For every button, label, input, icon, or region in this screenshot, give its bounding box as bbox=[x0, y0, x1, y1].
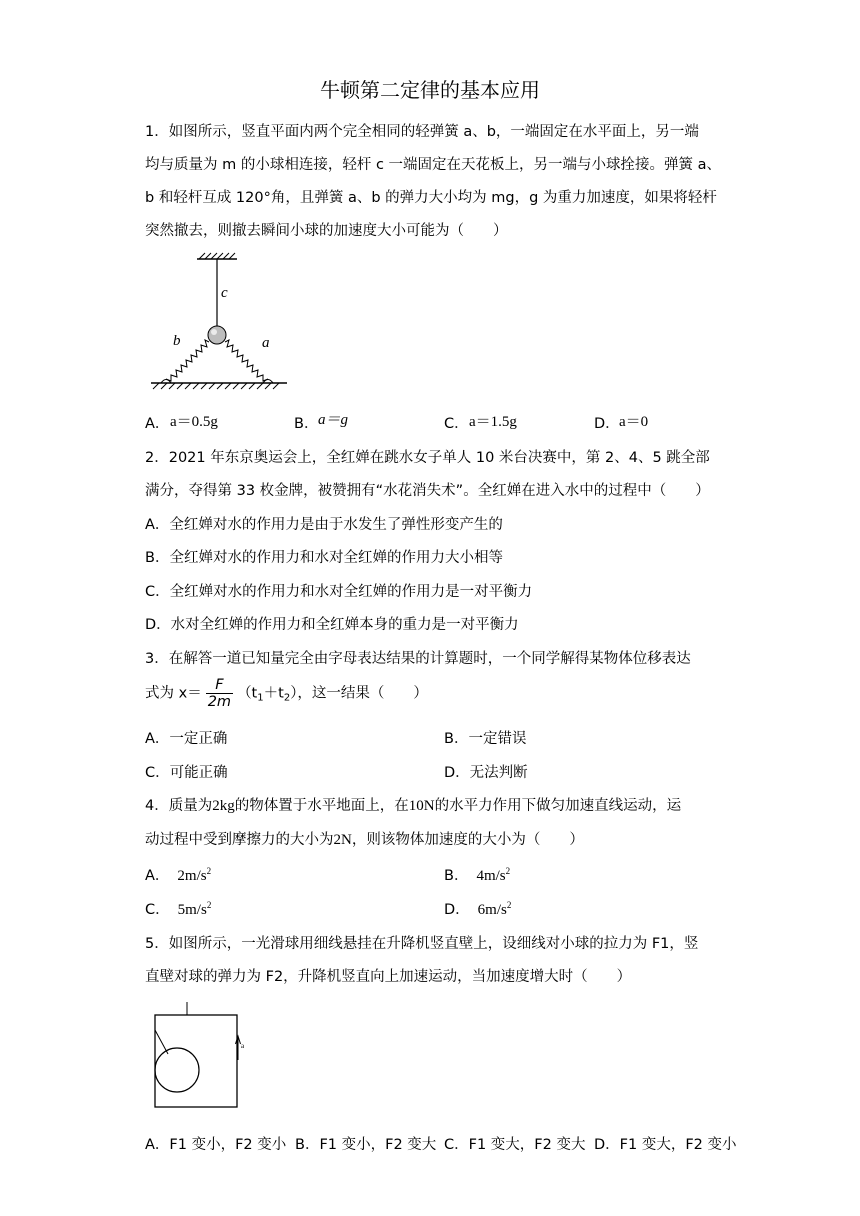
q3-line-2-paren-open: （t bbox=[237, 685, 258, 702]
q4-option-c-letter: C． bbox=[145, 902, 170, 918]
q1-option-c-letter: C． bbox=[444, 416, 469, 432]
q2-line-1: 2．2021 年东京奥运会上，全红婵在跳水女子单人 10 米台决赛中，第 2、4、5 跳全部 bbox=[145, 450, 710, 466]
q4-option-a bbox=[145, 864, 211, 885]
q4-friction-value: 2N bbox=[333, 832, 352, 848]
q4-option-b bbox=[444, 864, 510, 885]
q2-option-d: D．水对全红婵的作用力和全红婵本身的重力是一对平衡力 bbox=[145, 617, 519, 633]
q4-force-value: 10N bbox=[408, 798, 435, 814]
q3-fraction-numerator: F bbox=[206, 677, 233, 694]
q5-acceleration-label: a bbox=[241, 1042, 245, 1050]
q3-line-2 bbox=[145, 677, 428, 710]
q2-option-a: A．全红婵对水的作用力是由于水发生了弹性形变产生的 bbox=[145, 517, 503, 533]
q4-option-d bbox=[444, 898, 511, 919]
q5-option-c: C．F1 变大，F2 变大 bbox=[444, 1137, 586, 1153]
q4-option-a-exp: 2 bbox=[206, 866, 212, 876]
q4-line-1-part-3: 的物体置于水平地面上，在 bbox=[234, 798, 409, 814]
q3-option-c: C．可能正确 bbox=[145, 765, 228, 781]
q1-line-3: b 和轻杆互成 120°角，且弹簧 a、b 的弹力大小均为 mg，g 为重力加速度，如果将轻杆 bbox=[145, 190, 717, 206]
q4-option-c-exp: 2 bbox=[206, 900, 212, 910]
q5-line-1: 5．如图所示，一光滑球用细线悬挂在升降机竖直壁上，设细线对小球的拉力为 F1，竖 bbox=[145, 936, 699, 952]
q3-option-b: B．一定错误 bbox=[444, 731, 527, 747]
q1-option-a-value: a＝0.5g bbox=[170, 414, 218, 430]
q4-option-b-exp: 2 bbox=[505, 866, 511, 876]
q4-line-2-part-1: 动过程中受到摩擦力的大小为 bbox=[145, 832, 334, 848]
q1-line-4: 突然撤去，则撤去瞬间小球的加速度大小可能为（ ） bbox=[145, 223, 508, 239]
q1-option-a-letter: A． bbox=[145, 416, 170, 432]
page-title: 牛顿第二定律的基本应用 bbox=[320, 78, 540, 102]
q2-line-2: 满分，夺得第 33 枚金牌，被赞拥有“水花消失术”。全红婵在进入水中的过程中（ ） bbox=[145, 483, 710, 499]
q1-label-a: a bbox=[262, 335, 270, 351]
q1-option-c-value: a＝1.5g bbox=[469, 414, 517, 430]
q4-option-d-value: 6m/s bbox=[477, 902, 507, 918]
q4-option-a-value: 2m/s bbox=[177, 868, 207, 884]
q3-sub-2: 2 bbox=[283, 692, 291, 704]
q2-option-b: B．全红婵对水的作用力和水对全红婵的作用力大小相等 bbox=[145, 550, 503, 566]
q4-line-1 bbox=[145, 794, 681, 815]
q4-line-2-part-3: ，则该物体加速度的大小为（ ） bbox=[351, 832, 584, 848]
q3-line-2-prefix: 式为 x＝ bbox=[145, 685, 202, 702]
q3-option-d: D．无法判断 bbox=[444, 765, 528, 781]
q4-option-c bbox=[145, 898, 211, 919]
q5-elevator-figure bbox=[150, 1002, 250, 1112]
q4-line-1-part-5: 的水平力作用下做匀加速直线运动，运 bbox=[434, 798, 682, 814]
q3-line-1: 3．在解答一道已知量完全由字母表达结果的计算题时，一个同学解得某物体位移表达 bbox=[145, 651, 691, 667]
q4-mass-value: 2kg bbox=[212, 798, 235, 814]
q5-option-b: B．F1 变小，F2 变大 bbox=[295, 1137, 437, 1153]
q4-option-b-value: 4m/s bbox=[476, 868, 506, 884]
q4-option-c-value: 5m/s bbox=[177, 902, 207, 918]
q4-option-a-letter: A． bbox=[145, 868, 170, 884]
q1-label-c: c bbox=[221, 285, 228, 301]
q3-sub-1: 1 bbox=[257, 692, 264, 704]
q1-line-1: 1．如图所示，竖直平面内两个完全相同的轻弹簧 a、b，一端固定在水平面上，另一端 bbox=[145, 124, 699, 140]
q1-option-d-letter: D． bbox=[594, 416, 620, 432]
q4-line-1-part-1: 4．质量为 bbox=[145, 798, 213, 814]
q1-spring-figure bbox=[145, 252, 295, 397]
q3-line-2-plus: ＋t bbox=[263, 685, 284, 702]
q1-line-2: 均与质量为 m 的小球相连接，轻杆 c 一端固定在天花板上，另一端与小球拴接。弹簧 a、 bbox=[145, 157, 722, 173]
q3-option-a: A．一定正确 bbox=[145, 731, 228, 747]
q1-label-b: b bbox=[173, 333, 181, 349]
q1-option-b-value: a＝g bbox=[318, 412, 349, 428]
q4-option-b-letter: B． bbox=[444, 868, 469, 884]
q4-option-d-letter: D． bbox=[444, 902, 470, 918]
q3-line-2-suffix: ），这一结果（ ） bbox=[290, 685, 428, 702]
q5-option-a: A．F1 变小，F2 变小 bbox=[145, 1137, 287, 1153]
q1-option-b-letter: B． bbox=[294, 416, 319, 432]
q5-line-2: 直壁对球的弹力为 F2，升降机竖直向上加速运动，当加速度增大时（ ） bbox=[145, 969, 632, 985]
q5-option-d: D．F1 变大，F2 变小 bbox=[594, 1137, 737, 1153]
q4-line-2 bbox=[145, 828, 584, 849]
q3-fraction-denominator: 2m bbox=[207, 694, 232, 710]
q2-option-c: C．全红婵对水的作用力和水对全红婵的作用力是一对平衡力 bbox=[145, 584, 533, 600]
q4-option-d-exp: 2 bbox=[506, 900, 512, 910]
q3-fraction bbox=[206, 677, 233, 710]
q1-option-d-value: a＝0 bbox=[619, 414, 649, 430]
